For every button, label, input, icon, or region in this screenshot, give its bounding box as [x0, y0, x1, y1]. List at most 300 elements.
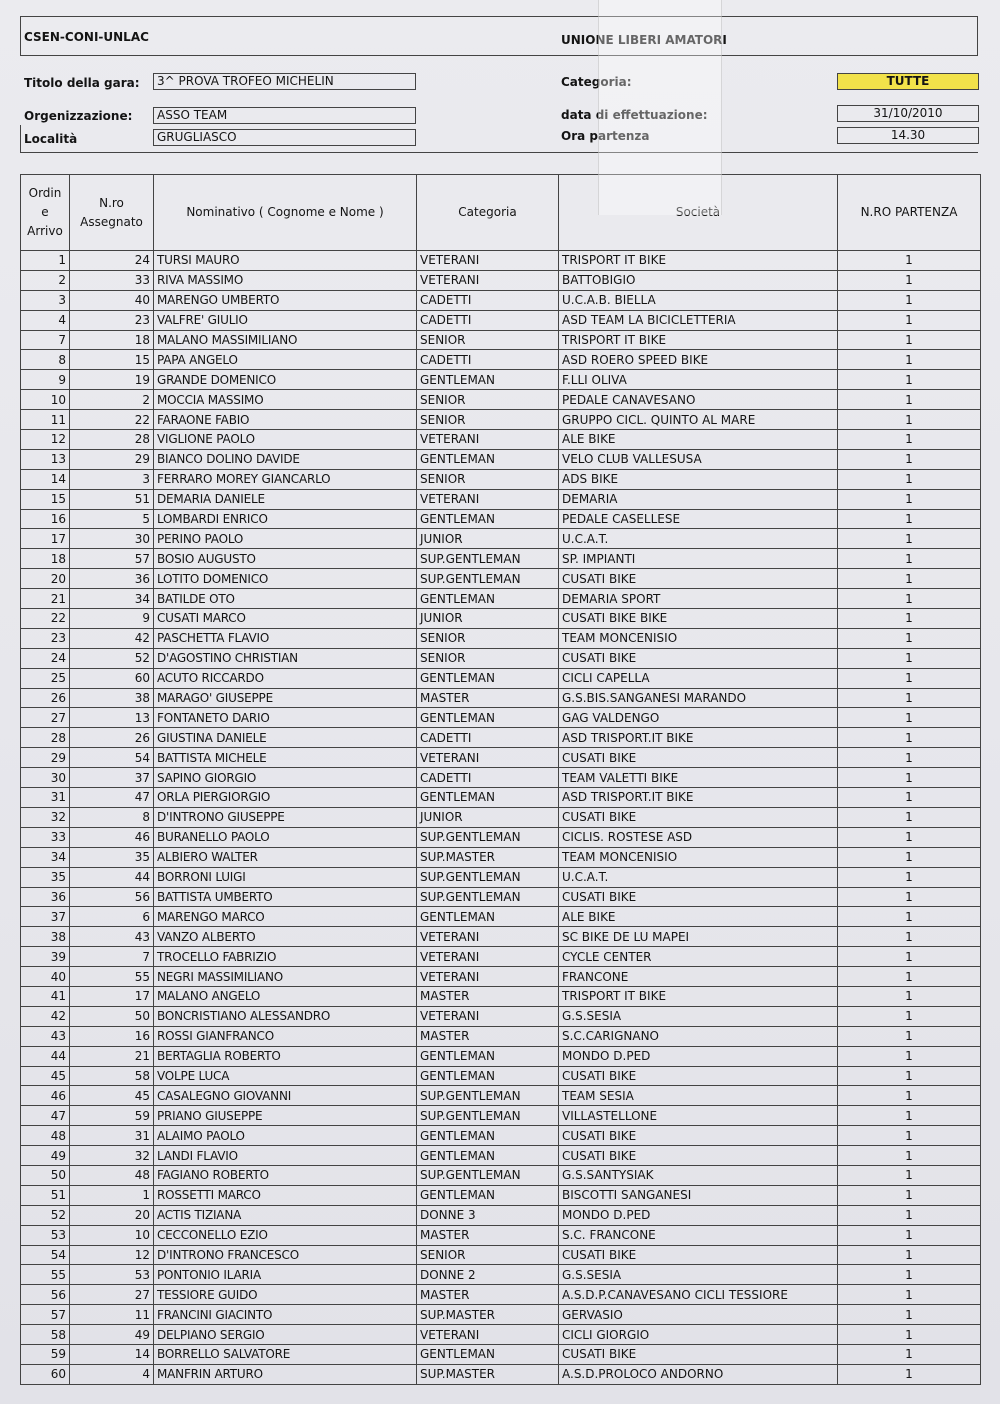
cell-nro: 42 — [70, 628, 154, 648]
cell-societa: A.S.D.P.CANAVESANO CICLI TESSIORE — [559, 1285, 838, 1305]
table-row — [21, 290, 981, 310]
cell-societa: GRUPPO CICL. QUINTO AL MARE — [559, 410, 838, 430]
table-row — [21, 529, 981, 549]
titolo-label: Titolo della gara: — [24, 76, 140, 90]
cell-categoria: MASTER — [417, 688, 559, 708]
cell-nominativo: BORRONI LUIGI — [154, 867, 417, 887]
cell-partenza: 1 — [838, 1106, 981, 1126]
cell-nominativo: FERRARO MOREY GIANCARLO — [154, 469, 417, 489]
cell-nro: 37 — [70, 768, 154, 788]
table-row — [21, 251, 981, 271]
cell-categoria: SENIOR — [417, 1245, 559, 1265]
cell-societa: MONDO D.PED — [559, 1046, 838, 1066]
cell-categoria: SENIOR — [417, 469, 559, 489]
cell-nominativo: FAGIANO ROBERTO — [154, 1165, 417, 1185]
cell-categoria: GENTLEMAN — [417, 449, 559, 469]
table-row — [21, 1066, 981, 1086]
cell-categoria: SUP.GENTLEMAN — [417, 887, 559, 907]
cell-societa: U.C.A.T. — [559, 867, 838, 887]
cell-nro: 27 — [70, 1285, 154, 1305]
cell-ordine: 46 — [21, 1086, 70, 1106]
cell-nominativo: NEGRI MASSIMILIANO — [154, 967, 417, 987]
cell-nominativo: BATTISTA UMBERTO — [154, 887, 417, 907]
table-row — [21, 867, 981, 887]
cell-nro: 31 — [70, 1126, 154, 1146]
table-row — [21, 569, 981, 589]
cell-ordine: 54 — [21, 1245, 70, 1265]
cell-ordine: 44 — [21, 1046, 70, 1066]
table-row — [21, 1265, 981, 1285]
cell-partenza: 1 — [838, 1285, 981, 1305]
cell-nominativo: ORLA PIERGIORGIO — [154, 788, 417, 808]
cell-societa: DEMARIA SPORT — [559, 589, 838, 609]
cell-nominativo: D'INTRONO GIUSEPPE — [154, 807, 417, 827]
cell-nro: 5 — [70, 509, 154, 529]
cell-ordine: 12 — [21, 430, 70, 450]
cell-ordine: 26 — [21, 688, 70, 708]
cell-categoria: SENIOR — [417, 410, 559, 430]
cell-partenza: 1 — [838, 1185, 981, 1205]
cell-nominativo: PERINO PAOLO — [154, 529, 417, 549]
cell-societa: CUSATI BIKE — [559, 1245, 838, 1265]
cell-societa: CUSATI BIKE — [559, 807, 838, 827]
cell-partenza: 1 — [838, 728, 981, 748]
cell-ordine: 16 — [21, 509, 70, 529]
cell-nominativo: SAPINO GIORGIO — [154, 768, 417, 788]
cell-societa: VILLASTELLONE — [559, 1106, 838, 1126]
cell-partenza: 1 — [838, 330, 981, 350]
cell-ordine: 33 — [21, 827, 70, 847]
cell-nro: 59 — [70, 1106, 154, 1126]
ora-field: 14.30 — [837, 127, 979, 144]
col-societa-header: Società — [559, 175, 838, 251]
cell-nominativo: VOLPE LUCA — [154, 1066, 417, 1086]
cell-partenza: 1 — [838, 1126, 981, 1146]
cell-categoria: GENTLEMAN — [417, 1126, 559, 1146]
cell-categoria: CADETTI — [417, 768, 559, 788]
cell-categoria: JUNIOR — [417, 609, 559, 629]
cell-partenza: 1 — [838, 449, 981, 469]
cell-nro: 16 — [70, 1026, 154, 1046]
cell-societa: U.C.A.B. BIELLA — [559, 290, 838, 310]
cell-partenza: 1 — [838, 1146, 981, 1166]
cell-ordine: 17 — [21, 529, 70, 549]
cell-societa: ALE BIKE — [559, 430, 838, 450]
cell-nominativo: LANDI FLAVIO — [154, 1146, 417, 1166]
cell-categoria: SENIOR — [417, 628, 559, 648]
table-row — [21, 330, 981, 350]
cell-societa: CICLI CAPELLA — [559, 668, 838, 688]
cell-ordine: 41 — [21, 986, 70, 1006]
cell-nro: 49 — [70, 1325, 154, 1345]
table-row — [21, 1026, 981, 1046]
cell-nro: 17 — [70, 986, 154, 1006]
header-box — [20, 16, 978, 56]
cell-nominativo: PONTONIO ILARIA — [154, 1265, 417, 1285]
cell-partenza: 1 — [838, 489, 981, 509]
cell-ordine: 31 — [21, 788, 70, 808]
cell-categoria: SUP.GENTLEMAN — [417, 1165, 559, 1185]
table-row — [21, 1106, 981, 1126]
cell-partenza: 1 — [838, 688, 981, 708]
col-partenza-header: N.RO PARTENZA — [838, 175, 981, 251]
cell-nominativo: DELPIANO SERGIO — [154, 1325, 417, 1345]
table-row — [21, 430, 981, 450]
cell-categoria: SUP.GENTLEMAN — [417, 827, 559, 847]
cell-nro: 43 — [70, 927, 154, 947]
cell-categoria: SUP.GENTLEMAN — [417, 569, 559, 589]
table-row — [21, 350, 981, 370]
cell-ordine: 55 — [21, 1265, 70, 1285]
cell-nro: 10 — [70, 1225, 154, 1245]
cell-nominativo: DEMARIA DANIELE — [154, 489, 417, 509]
cell-nominativo: FONTANETO DARIO — [154, 708, 417, 728]
cell-categoria: GENTLEMAN — [417, 708, 559, 728]
cell-categoria: GENTLEMAN — [417, 668, 559, 688]
cell-partenza: 1 — [838, 251, 981, 271]
cell-ordine: 18 — [21, 549, 70, 569]
cell-ordine: 38 — [21, 927, 70, 947]
cell-categoria: GENTLEMAN — [417, 1146, 559, 1166]
data-label: data di effettuazione: — [561, 108, 708, 122]
cell-nro: 52 — [70, 648, 154, 668]
cell-ordine: 58 — [21, 1325, 70, 1345]
cell-nro: 36 — [70, 569, 154, 589]
cell-nro: 26 — [70, 728, 154, 748]
cell-nominativo: BURANELLO PAOLO — [154, 827, 417, 847]
cell-nro: 45 — [70, 1086, 154, 1106]
cell-partenza: 1 — [838, 827, 981, 847]
titolo-field: 3^ PROVA TROFEO MICHELIN — [153, 73, 416, 90]
cell-nro: 13 — [70, 708, 154, 728]
cell-ordine: 35 — [21, 867, 70, 887]
cell-nominativo: D'AGOSTINO CHRISTIAN — [154, 648, 417, 668]
table-row — [21, 1185, 981, 1205]
cell-nominativo: ROSSETTI MARCO — [154, 1185, 417, 1205]
cell-partenza: 1 — [838, 807, 981, 827]
cell-partenza: 1 — [838, 1026, 981, 1046]
cell-nro: 54 — [70, 748, 154, 768]
cell-partenza: 1 — [838, 410, 981, 430]
cell-societa: CUSATI BIKE — [559, 1344, 838, 1364]
cell-ordine: 52 — [21, 1205, 70, 1225]
cell-ordine: 21 — [21, 589, 70, 609]
cell-ordine: 1 — [21, 251, 70, 271]
cell-ordine: 49 — [21, 1146, 70, 1166]
cell-partenza: 1 — [838, 847, 981, 867]
cell-nro: 19 — [70, 370, 154, 390]
cell-nro: 2 — [70, 390, 154, 410]
cell-ordine: 3 — [21, 290, 70, 310]
cell-partenza: 1 — [838, 1205, 981, 1225]
table-row — [21, 1325, 981, 1345]
cell-societa: PEDALE CASELLESE — [559, 509, 838, 529]
cell-societa: VELO CLUB VALLESUSA — [559, 449, 838, 469]
cell-nro: 20 — [70, 1205, 154, 1225]
cell-ordine: 24 — [21, 648, 70, 668]
cell-societa: TEAM MONCENISIO — [559, 847, 838, 867]
cell-categoria: VETERANI — [417, 1325, 559, 1345]
cell-categoria: GENTLEMAN — [417, 907, 559, 927]
cell-ordine: 50 — [21, 1165, 70, 1185]
cell-categoria: MASTER — [417, 1026, 559, 1046]
cell-nro: 48 — [70, 1165, 154, 1185]
cell-nro: 3 — [70, 469, 154, 489]
cell-nominativo: BIANCO DOLINO DAVIDE — [154, 449, 417, 469]
table-row — [21, 1205, 981, 1225]
cell-nro: 53 — [70, 1265, 154, 1285]
cell-partenza: 1 — [838, 1165, 981, 1185]
cell-nominativo: BORRELLO SALVATORE — [154, 1344, 417, 1364]
cell-partenza: 1 — [838, 708, 981, 728]
data-field: 31/10/2010 — [837, 105, 979, 122]
table-row — [21, 788, 981, 808]
cell-partenza: 1 — [838, 509, 981, 529]
cell-ordine: 9 — [21, 370, 70, 390]
cell-nro: 8 — [70, 807, 154, 827]
cell-ordine: 8 — [21, 350, 70, 370]
cell-nro: 18 — [70, 330, 154, 350]
cell-partenza: 1 — [838, 430, 981, 450]
cell-categoria: VETERANI — [417, 947, 559, 967]
cell-ordine: 53 — [21, 1225, 70, 1245]
cell-partenza: 1 — [838, 1364, 981, 1384]
cell-societa: ASD TRISPORT.IT BIKE — [559, 728, 838, 748]
cell-partenza: 1 — [838, 748, 981, 768]
cell-categoria: VETERANI — [417, 270, 559, 290]
cell-partenza: 1 — [838, 290, 981, 310]
table-row — [21, 768, 981, 788]
cell-nro: 50 — [70, 1006, 154, 1026]
cell-nominativo: CASALEGNO GIOVANNI — [154, 1086, 417, 1106]
cell-nro: 29 — [70, 449, 154, 469]
cell-nro: 4 — [70, 1364, 154, 1384]
cell-societa: G.S.SANTYSIAK — [559, 1165, 838, 1185]
categoria-field: TUTTE — [837, 73, 979, 90]
cell-societa: U.C.A.T. — [559, 529, 838, 549]
cell-partenza: 1 — [838, 1066, 981, 1086]
cell-categoria: SENIOR — [417, 648, 559, 668]
cell-nominativo: BERTAGLIA ROBERTO — [154, 1046, 417, 1066]
cell-nro: 12 — [70, 1245, 154, 1265]
table-header-row — [21, 175, 981, 251]
cell-ordine: 14 — [21, 469, 70, 489]
cell-nominativo: RIVA MASSIMO — [154, 270, 417, 290]
cell-societa: CUSATI BIKE — [559, 1066, 838, 1086]
cell-partenza: 1 — [838, 907, 981, 927]
cell-ordine: 27 — [21, 708, 70, 728]
cell-nro: 24 — [70, 251, 154, 271]
cell-nominativo: PRIANO GIUSEPPE — [154, 1106, 417, 1126]
table-row — [21, 370, 981, 390]
table-row — [21, 270, 981, 290]
cell-categoria: VETERANI — [417, 748, 559, 768]
organizer-left: CSEN-CONI-UNLAC — [24, 30, 149, 44]
cell-partenza: 1 — [838, 270, 981, 290]
organizzazione-field: ASSO TEAM — [153, 107, 416, 124]
cell-ordine: 10 — [21, 390, 70, 410]
cell-nominativo: BATILDE OTO — [154, 589, 417, 609]
cell-categoria: SUP.MASTER — [417, 1305, 559, 1325]
cell-partenza: 1 — [838, 1344, 981, 1364]
cell-categoria: MASTER — [417, 1285, 559, 1305]
cell-nominativo: PAPA ANGELO — [154, 350, 417, 370]
cell-ordine: 57 — [21, 1305, 70, 1325]
table-row — [21, 708, 981, 728]
cell-categoria: VETERANI — [417, 967, 559, 987]
cell-societa: S.C. FRANCONE — [559, 1225, 838, 1245]
table-row — [21, 1086, 981, 1106]
cell-nominativo: ACTIS TIZIANA — [154, 1205, 417, 1225]
cell-categoria: SENIOR — [417, 390, 559, 410]
cell-partenza: 1 — [838, 1046, 981, 1066]
cell-nro: 51 — [70, 489, 154, 509]
cell-societa: TRISPORT IT BIKE — [559, 251, 838, 271]
table-row — [21, 628, 981, 648]
localita-field: GRUGLIASCO — [153, 129, 416, 146]
cell-societa: CICLI GIORGIO — [559, 1325, 838, 1345]
cell-ordine: 2 — [21, 270, 70, 290]
cell-nro: 35 — [70, 847, 154, 867]
cell-nominativo: VANZO ALBERTO — [154, 927, 417, 947]
cell-partenza: 1 — [838, 1305, 981, 1325]
cell-nominativo: MALANO ANGELO — [154, 986, 417, 1006]
table-row — [21, 907, 981, 927]
cell-nominativo: TESSIORE GUIDO — [154, 1285, 417, 1305]
cell-categoria: SUP.MASTER — [417, 847, 559, 867]
cell-categoria: SUP.GENTLEMAN — [417, 549, 559, 569]
cell-societa: TRISPORT IT BIKE — [559, 986, 838, 1006]
cell-categoria: DONNE 2 — [417, 1265, 559, 1285]
cell-nro: 6 — [70, 907, 154, 927]
cell-societa: CUSATI BIKE — [559, 569, 838, 589]
cell-partenza: 1 — [838, 947, 981, 967]
cell-nominativo: CECCONELLO EZIO — [154, 1225, 417, 1245]
cell-societa: CUSATI BIKE BIKE — [559, 609, 838, 629]
table-row — [21, 827, 981, 847]
cell-ordine: 59 — [21, 1344, 70, 1364]
cell-partenza: 1 — [838, 589, 981, 609]
table-row — [21, 1225, 981, 1245]
cell-ordine: 32 — [21, 807, 70, 827]
cell-partenza: 1 — [838, 1325, 981, 1345]
cell-societa: CICLIS. ROSTESE ASD — [559, 827, 838, 847]
cell-ordine: 45 — [21, 1066, 70, 1086]
cell-nro: 38 — [70, 688, 154, 708]
cell-nominativo: VIGLIONE PAOLO — [154, 430, 417, 450]
cell-nominativo: BATTISTA MICHELE — [154, 748, 417, 768]
cell-categoria: MASTER — [417, 986, 559, 1006]
cell-categoria: GENTLEMAN — [417, 788, 559, 808]
cell-nro: 33 — [70, 270, 154, 290]
col-nominativo-header: Nominativo ( Cognome e Nome ) — [154, 175, 417, 251]
cell-ordine: 15 — [21, 489, 70, 509]
cell-nro: 14 — [70, 1344, 154, 1364]
cell-nominativo: LOMBARDI ENRICO — [154, 509, 417, 529]
cell-nro: 58 — [70, 1066, 154, 1086]
table-row — [21, 1364, 981, 1384]
cell-categoria: GENTLEMAN — [417, 370, 559, 390]
table-row — [21, 549, 981, 569]
cell-partenza: 1 — [838, 1086, 981, 1106]
cell-nominativo: FARAONE FABIO — [154, 410, 417, 430]
cell-nominativo: GIUSTINA DANIELE — [154, 728, 417, 748]
cell-ordine: 7 — [21, 330, 70, 350]
cell-ordine: 25 — [21, 668, 70, 688]
cell-nominativo: ACUTO RICCARDO — [154, 668, 417, 688]
cell-categoria: SUP.GENTLEMAN — [417, 867, 559, 887]
cell-nro: 47 — [70, 788, 154, 808]
cell-nro: 28 — [70, 430, 154, 450]
ora-label: Ora partenza — [561, 129, 650, 143]
cell-nro: 15 — [70, 350, 154, 370]
cell-nro: 46 — [70, 827, 154, 847]
cell-nominativo: ALAIMO PAOLO — [154, 1126, 417, 1146]
cell-partenza: 1 — [838, 887, 981, 907]
table-row — [21, 410, 981, 430]
cell-categoria: VETERANI — [417, 489, 559, 509]
categoria-label: Categoria: — [561, 75, 632, 89]
cell-nro: 1 — [70, 1185, 154, 1205]
cell-nro: 7 — [70, 947, 154, 967]
cell-partenza: 1 — [838, 788, 981, 808]
cell-societa: SP. IMPIANTI — [559, 549, 838, 569]
cell-partenza: 1 — [838, 350, 981, 370]
table-row — [21, 668, 981, 688]
cell-ordine: 51 — [21, 1185, 70, 1205]
table-row — [21, 390, 981, 410]
cell-ordine: 56 — [21, 1285, 70, 1305]
cell-ordine: 11 — [21, 410, 70, 430]
cell-nro: 23 — [70, 310, 154, 330]
cell-societa: G.S.SESIA — [559, 1265, 838, 1285]
cell-categoria: VETERANI — [417, 1006, 559, 1026]
table-row — [21, 589, 981, 609]
cell-categoria: SENIOR — [417, 330, 559, 350]
cell-ordine: 13 — [21, 449, 70, 469]
cell-societa: FRANCONE — [559, 967, 838, 987]
results-table — [20, 174, 981, 1385]
results-body — [21, 251, 981, 1385]
cell-ordine: 29 — [21, 748, 70, 768]
cell-ordine: 60 — [21, 1364, 70, 1384]
table-row — [21, 609, 981, 629]
col-ordine-header: Ordin e Arrivo — [21, 175, 70, 251]
cell-societa: CUSATI BIKE — [559, 1126, 838, 1146]
table-row — [21, 1344, 981, 1364]
cell-ordine: 23 — [21, 628, 70, 648]
cell-categoria: JUNIOR — [417, 529, 559, 549]
cell-nominativo: VALFRE' GIULIO — [154, 310, 417, 330]
cell-partenza: 1 — [838, 569, 981, 589]
cell-societa: CUSATI BIKE — [559, 887, 838, 907]
table-row — [21, 947, 981, 967]
cell-nominativo: MOCCIA MASSIMO — [154, 390, 417, 410]
cell-societa: BISCOTTI SANGANESI — [559, 1185, 838, 1205]
col-categoria-header: Categoria — [417, 175, 559, 251]
cell-ordine: 39 — [21, 947, 70, 967]
table-row — [21, 1285, 981, 1305]
cell-categoria: GENTLEMAN — [417, 1046, 559, 1066]
table-row — [21, 748, 981, 768]
cell-nominativo: MARENGO UMBERTO — [154, 290, 417, 310]
cell-societa: G.S.BIS.SANGANESI MARANDO — [559, 688, 838, 708]
cell-partenza: 1 — [838, 1245, 981, 1265]
cell-categoria: SUP.MASTER — [417, 1364, 559, 1384]
cell-ordine: 28 — [21, 728, 70, 748]
cell-partenza: 1 — [838, 648, 981, 668]
cell-categoria: DONNE 3 — [417, 1205, 559, 1225]
